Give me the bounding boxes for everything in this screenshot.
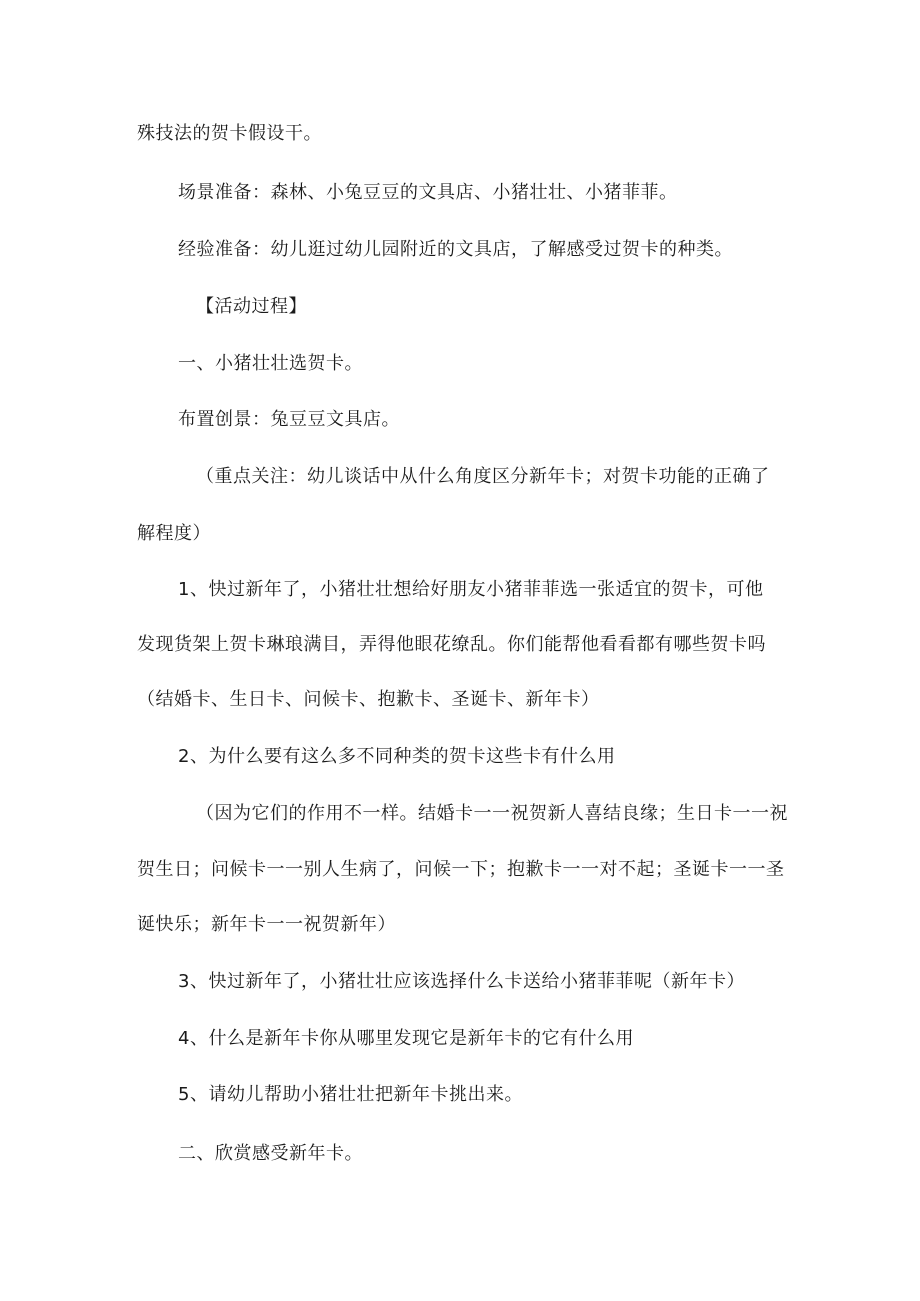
text-line: 经验准备：幼儿逛过幼儿园附近的文具店，了解感受过贺卡的种类。	[178, 239, 733, 260]
text-line: 2、为什么要有这么多不同种类的贺卡这些卡有什么用	[178, 746, 616, 767]
text-line: 贺生日；问候卡一一别人生病了，问候一下；抱歉卡一一对不起；圣诞卡一一圣	[137, 859, 785, 880]
section-heading: 【活动过程】	[196, 296, 307, 317]
text-line: 5、请幼儿帮助小猪壮壮把新年卡挑出来。	[178, 1084, 523, 1105]
text-line: 3、快过新年了，小猪壮壮应该选择什么卡送给小猪菲菲呢（新年卡）	[178, 971, 745, 992]
section-heading: 二、欣赏感受新年卡。	[178, 1143, 363, 1164]
text-line: （结婚卡、生日卡、问候卡、抱歉卡、圣诞卡、新年卡）	[137, 689, 600, 710]
text-line: （因为它们的作用不一样。结婚卡一一祝贺新人喜结良缘；生日卡一一祝	[196, 803, 788, 824]
text-line: 解程度）	[137, 523, 211, 544]
text-line: 场景准备：森林、小兔豆豆的文具店、小猪壮壮、小猪菲菲。	[178, 182, 678, 203]
text-line: 1、快过新年了，小猪壮壮想给好朋友小猪菲菲选一张适宜的贺卡，可他	[178, 579, 764, 600]
text-line: 殊技法的贺卡假设干。	[137, 123, 322, 144]
text-line: （重点关注：幼儿谈话中从什么角度区分新年卡；对贺卡功能的正确了	[196, 466, 770, 487]
section-heading: 一、小猪壮壮选贺卡。	[178, 353, 363, 374]
text-line: 诞快乐；新年卡一一祝贺新年）	[137, 914, 396, 935]
text-line: 发现货架上贺卡琳琅满目，弄得他眼花缭乱。你们能帮他看看都有哪些贺卡吗	[137, 634, 766, 655]
text-line: 布置创景：兔豆豆文具店。	[178, 409, 400, 430]
text-line: 4、什么是新年卡你从哪里发现它是新年卡的它有什么用	[178, 1028, 634, 1049]
